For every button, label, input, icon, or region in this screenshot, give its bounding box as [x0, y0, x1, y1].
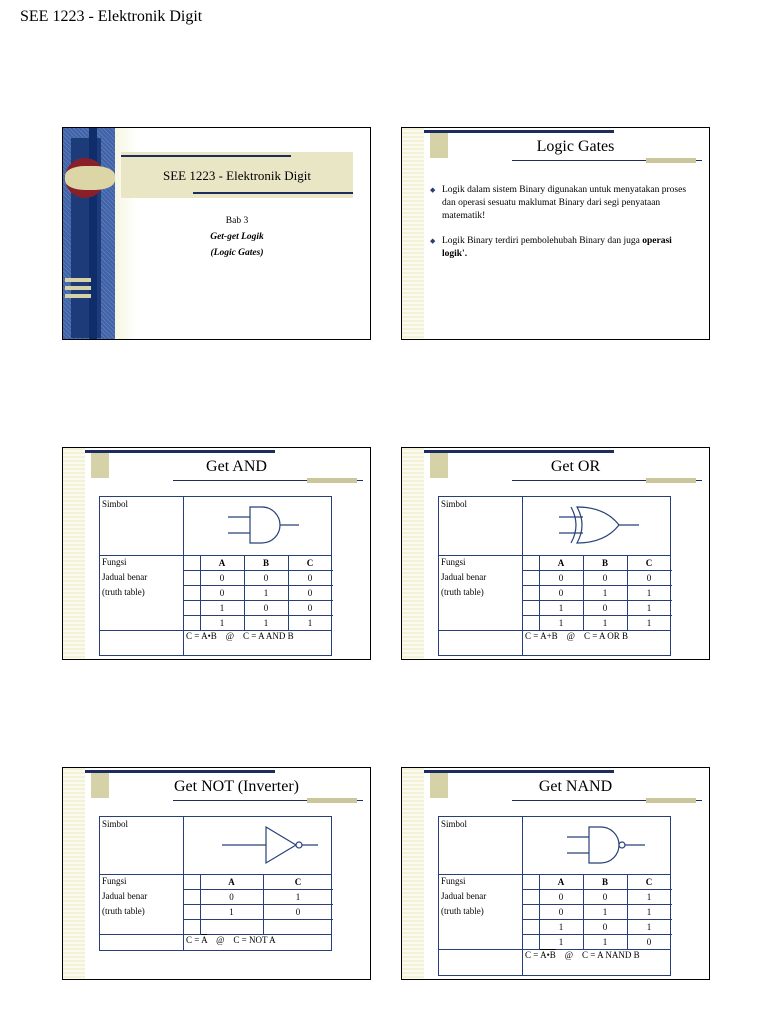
or-gate-icon — [555, 503, 645, 547]
truth-table-label-en: (truth table) — [441, 587, 484, 597]
column-header: B — [601, 558, 608, 568]
function-label: Fungsi — [102, 876, 127, 886]
table-cell: 0 — [558, 573, 564, 583]
table-cell: 0 — [307, 603, 313, 613]
formula-prefix: C = — [186, 935, 202, 945]
truth-table-label-en: (truth table) — [102, 587, 145, 597]
symbol-label: Simbol — [102, 819, 129, 829]
course-title: SEE 1223 - Elektronik Digit — [162, 168, 312, 183]
column-header: B — [601, 877, 608, 887]
table-cell: 1 — [295, 892, 301, 902]
decorative-bar — [646, 478, 696, 483]
table-cell: 1 — [263, 618, 269, 628]
table-cell: 0 — [558, 907, 564, 917]
gate-table — [438, 496, 671, 656]
formula-suffix: @ C = A NAND B — [555, 950, 640, 960]
table-cell: 0 — [558, 588, 564, 598]
not-gate-icon — [220, 823, 320, 867]
table-cell: 1 — [602, 937, 608, 947]
bullet-text: Logik Binary terdiri pembolehubah Binary dan juga — [442, 236, 643, 246]
symbol-label: Simbol — [441, 499, 468, 509]
decorative-stripes — [63, 448, 85, 659]
slide-heading: Get AND — [206, 458, 267, 475]
table-cell: 1 — [646, 618, 652, 628]
truth-table-label-en: (truth table) — [441, 906, 484, 916]
decorative-stripes — [402, 448, 424, 659]
page-header: SEE 1223 - Elektronik Digit — [20, 8, 203, 25]
bullet-item — [430, 235, 695, 261]
chapter-info — [121, 213, 353, 261]
divider — [85, 770, 275, 773]
slide-and-gate — [62, 447, 371, 660]
divider — [424, 450, 614, 453]
table-cell: 0 — [229, 892, 234, 902]
table-cell: 0 — [602, 892, 608, 902]
slide-nand-gate — [401, 767, 710, 980]
truth-table-label-en: (truth table) — [102, 906, 145, 916]
formula: C = A+B @ C = A OR B — [525, 631, 629, 641]
function-label: Fungsi — [441, 557, 466, 567]
decorative-bar — [307, 798, 357, 803]
formula-overbar: $\overline{A}$ — [201, 935, 208, 945]
table-cell: 1 — [646, 892, 652, 902]
slide-logic-gates — [401, 127, 710, 340]
divider — [121, 155, 291, 157]
formula — [525, 950, 640, 960]
decorative-stripes — [402, 768, 424, 979]
table-cell: 0 — [558, 892, 564, 902]
column-header: C — [645, 558, 653, 568]
table-cell: 0 — [219, 588, 225, 598]
table-cell: 0 — [602, 573, 608, 583]
bullet-bold-text: operasi logik'. — [442, 236, 672, 259]
slide-heading: Get NAND — [538, 778, 613, 795]
table-cell: 0 — [219, 573, 225, 583]
table-cell: 1 — [602, 588, 608, 598]
truth-table-label: Jadual benar — [102, 572, 148, 582]
table-cell: 1 — [263, 588, 269, 598]
truth-table-label: Jadual benar — [441, 891, 487, 901]
table-cell: 0 — [646, 573, 652, 583]
and-gate-icon — [224, 503, 304, 547]
formula: C = A•B @ C = A AND B — [186, 631, 294, 641]
column-header: A — [557, 558, 565, 568]
table-cell: 1 — [219, 618, 225, 628]
truth-table-label: Jadual benar — [441, 572, 487, 582]
table-cell: 0 — [602, 603, 608, 613]
decorative-bar — [646, 158, 696, 163]
divider — [85, 450, 275, 453]
formula-overbar: A•B — [540, 950, 556, 960]
table-cell: 1 — [558, 603, 564, 613]
function-label: Fungsi — [102, 557, 127, 567]
bullet-list — [430, 184, 695, 273]
table-cell: 0 — [602, 922, 608, 932]
symbol-label: Simbol — [441, 819, 468, 829]
divider — [193, 192, 353, 194]
table-cell: 1 — [558, 922, 564, 932]
formula — [186, 935, 276, 945]
column-header: A — [557, 877, 565, 887]
decorative-stripes — [402, 128, 424, 339]
decorative-stripes — [65, 278, 91, 300]
table-cell: 1 — [602, 907, 608, 917]
table-cell: 1 — [646, 588, 652, 598]
column-header: C — [645, 877, 653, 887]
table-cell: 1 — [646, 922, 652, 932]
nand-gate-icon — [563, 823, 653, 867]
table-cell: 0 — [263, 603, 269, 613]
table-cell: 1 — [646, 603, 652, 613]
column-header: A — [218, 558, 226, 568]
decorative-bar — [646, 798, 696, 803]
chapter-subtitle: (Logic Gates) — [210, 248, 264, 258]
truth-table-label: Jadual benar — [102, 891, 148, 901]
table-cell: 0 — [646, 937, 652, 947]
table-cell: 0 — [307, 588, 313, 598]
bullet-item: ◆ Logik dalam sistem Binary digunakan untuk menyatakan proses dan operasi sesuatu maklumat Binary dari segi penyataan matematik! — [430, 184, 695, 223]
divider — [424, 130, 614, 133]
table-cell: 1 — [558, 937, 564, 947]
column-header: A — [228, 877, 235, 887]
divider — [424, 770, 614, 773]
table-cell: 0 — [263, 573, 269, 583]
decorative-bar — [307, 478, 357, 483]
decorative-ellipse — [65, 166, 115, 190]
column-header: C — [306, 558, 314, 568]
decorative-stripes — [63, 768, 85, 979]
slide-heading: Get OR — [550, 458, 601, 475]
table-cell: 1 — [602, 618, 608, 628]
formula-prefix: C = — [525, 950, 541, 960]
slide-or-gate — [401, 447, 710, 660]
gate-table — [99, 816, 332, 951]
gate-table — [438, 816, 671, 976]
chapter-number: Bab 3 — [225, 216, 249, 226]
table-cell: 1 — [558, 618, 564, 628]
table-cell: 1 — [307, 618, 313, 628]
table-cell: 1 — [229, 907, 234, 917]
symbol-label: Simbol — [102, 499, 129, 509]
formula-suffix: @ C = NOT A — [207, 935, 276, 945]
function-label: Fungsi — [441, 876, 466, 886]
table-cell: 0 — [307, 573, 313, 583]
slide-not-gate — [62, 767, 371, 980]
table-cell: 1 — [646, 907, 652, 917]
table-cell: 0 — [295, 907, 301, 917]
gate-table — [99, 496, 332, 656]
slide-heading: Logic Gates — [536, 138, 615, 155]
column-header: B — [262, 558, 269, 568]
column-header: C — [294, 877, 302, 887]
slide-heading: Get NOT (Inverter) — [174, 778, 299, 795]
chapter-title: Get-get Logik — [210, 232, 264, 242]
table-cell: 1 — [219, 603, 225, 613]
slide-title-page — [62, 127, 371, 340]
